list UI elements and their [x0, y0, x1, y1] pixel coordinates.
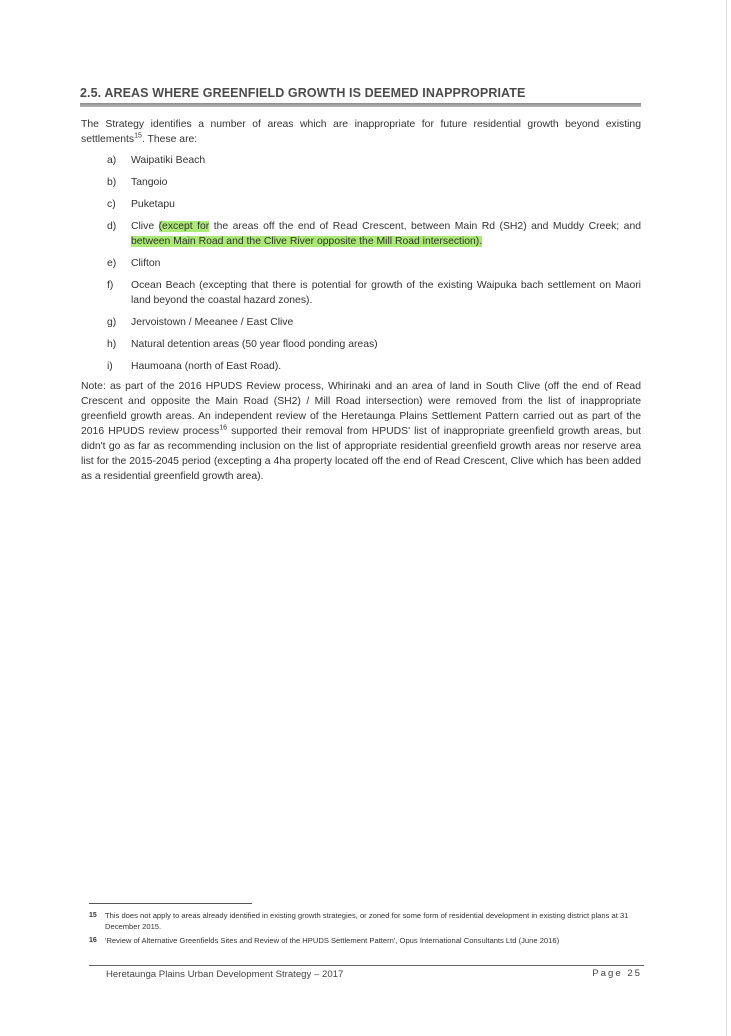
list-marker: b): [107, 177, 117, 188]
footnote-separator: [89, 903, 252, 904]
footnote-ref-15[interactable]: 15: [134, 132, 142, 140]
list-item: [107, 256, 641, 271]
intro-text-end: . These are:: [141, 134, 198, 145]
list-item-text: Puketapu: [131, 199, 175, 210]
list-gap: [107, 190, 641, 197]
list-item: [107, 315, 641, 330]
list-item-text: Ocean Beach (excepting that there is potential for growth of the existing Waipuka bach settlement on Maori land beyond the coastal hazard zones).: [131, 280, 641, 306]
footnotes: [89, 910, 644, 949]
list-item: [107, 175, 641, 190]
list-item-text: the areas off the end of Read Crescent, between Main Rd (SH2) and Muddy Creek; and: [209, 221, 641, 232]
list-item: [107, 153, 641, 168]
footnote-text: 'Review of Alternative Greenfields Sites and Review of the HPUDS Settlement Pattern', Opus International Consultants Ltd (June 2016): [105, 936, 560, 945]
list-item-text: Natural detention areas (50 year flood ponding areas): [131, 339, 378, 350]
section-heading: 2.5. AREAS WHERE GREENFIELD GROWTH IS DEEMED INAPPROPRIATE: [80, 86, 526, 100]
page-edge: [726, 0, 727, 1036]
note-text: Note: as part of the 2016 HPUDS Review process, Whirinaki and an area of land in South Clive (off the end of Read Crescent and opposite the Main Road (SH2) / Mill Road intersection) were removed from the list of inappropriate greenfield growth areas. An independent review of the Heretaunga Plains Settlement Pattern carried out as part of the 2016 HPUDS review process: [81, 381, 641, 437]
footnote: [89, 935, 644, 946]
list-item-text: Jervoistown / Meeanee / East Clive: [131, 317, 294, 328]
list-item: [107, 197, 641, 212]
list-marker: c): [107, 199, 116, 210]
list-gap: [107, 308, 641, 315]
list-gap: [107, 271, 641, 278]
list-item-text: Waipatiki Beach: [131, 155, 206, 166]
list-item: [107, 359, 641, 374]
list-item-text: Clifton: [131, 258, 161, 269]
footnote: [89, 910, 644, 932]
footnote-ref-16[interactable]: 16: [219, 424, 228, 432]
footnote-text: This does not apply to areas already identified in existing growth strategies, or zoned for some form of residential development in existing district plans at 31 December 2015.: [105, 911, 629, 931]
list-gap: [107, 352, 641, 359]
inappropriate-areas-list: [107, 153, 641, 374]
intro-paragraph: [81, 117, 641, 147]
heading-underline: [80, 103, 641, 107]
list-marker: f): [107, 280, 114, 291]
list-gap: [107, 212, 641, 219]
note-text-end: supported their removal from HPUDS' list of inappropriate greenfield growth areas, but didn't go as far as recommending inclusion on the list of appropriate residential greenfield growth areas nor reserve area list for the 2015-2045 period (excepting a 4ha property located off the end of Read Crescent, Clive which has been added as a residential greenfield growth area).: [81, 426, 641, 482]
list-item-text: Tangoio: [131, 177, 168, 188]
footer-title: Heretaunga Plains Urban Development Strategy – 2017: [106, 969, 344, 980]
list-marker: h): [107, 339, 117, 350]
list-item: [107, 219, 641, 249]
list-gap: [107, 249, 641, 256]
list-item-text: Clive: [131, 221, 159, 232]
footnote-number: 15: [89, 912, 97, 919]
page-number: Page 25: [592, 968, 642, 979]
footer-rule: [89, 965, 644, 966]
list-marker: i): [107, 361, 113, 372]
list-marker: g): [107, 317, 117, 328]
highlighted-text: between Main Road and the Clive River opposite the Mill Road intersection).: [131, 236, 483, 247]
highlighted-text: (except for: [158, 221, 210, 232]
list-marker: d): [107, 221, 117, 232]
list-marker: e): [107, 258, 117, 269]
list-marker: a): [107, 155, 117, 166]
footnote-number: 16: [89, 937, 97, 944]
list-item-text: Haumoana (north of East Road).: [131, 361, 282, 372]
list-item: [107, 278, 641, 308]
list-item: [107, 337, 641, 352]
list-gap: [107, 330, 641, 337]
note-paragraph: [81, 379, 641, 484]
intro-text: The Strategy identifies a number of areas which are inappropriate for future residential growth beyond existing settlements: [81, 119, 641, 145]
list-gap: [107, 168, 641, 175]
